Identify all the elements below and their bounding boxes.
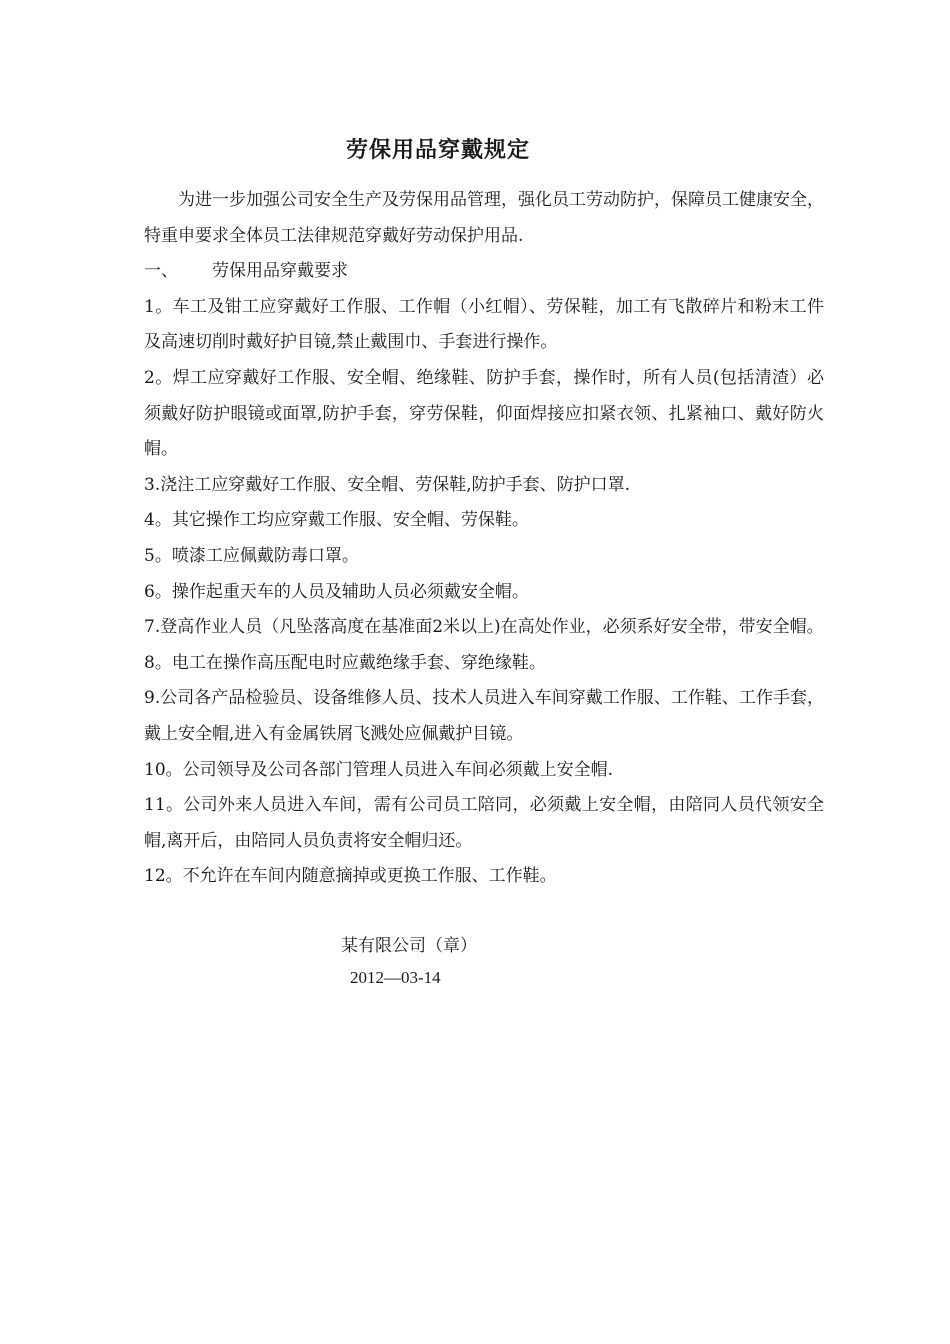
document-body [144,183,824,895]
section-number: 一、 [144,261,178,282]
rule-item-5: 5。喷漆工应佩戴防毒口罩。 [144,545,359,566]
rule-item-11: 11。公司外来人员进入车间，需有公司员工陪同，必须戴上安全帽，由陪同人员代领安全帽,离开后，由陪同人员负责将安全帽归还。 [144,795,824,851]
rule-item-7: 7.登高作业人员（凡坠落高度在基准面2米以上)在高处作业，必须系好安全带，带安全帽。 [144,617,824,638]
rule-item-12: 12。不允许在车间内随意摘掉或更换工作服、工作鞋。 [144,866,557,887]
rule-item-10: 10。公司领导及公司各部门管理人员进入车间必须戴上安全帽. [144,759,614,780]
rule-item-9: 9.公司各产品检验员、设备维修人员、技术人员进入车间穿戴工作服、工作鞋、工作手套，戴上安全帽,进入有金属铁屑飞溅处应佩戴护目镜。 [144,688,824,744]
signature-date: 2012—03-14 [350,968,441,987]
rule-item-8: 8。电工在操作高压配电时应戴绝缘手套、穿绝缘鞋。 [144,652,546,673]
signature-company: 某有限公司（章） [341,936,477,956]
section-heading [144,254,824,290]
rule-item-1: 1。车工及钳工应穿戴好工作服、工作帽（小红帽）、劳保鞋，加工有飞散碎片和粉末工件及高速切削时戴好护目镜,禁止戴围巾、手套进行操作。 [144,296,824,353]
section-title: 劳保用品穿戴要求 [212,261,348,282]
rule-item-4: 4。其它操作工均应穿戴工作服、安全帽、劳保鞋。 [144,510,529,531]
rule-item-3: 3.浇注工应穿戴好工作服、安全帽、劳保鞋,防护手套、防护口罩. [144,474,631,495]
intro-paragraph: 为进一步加强公司安全生产及劳保用品管理，强化员工劳动防护，保障员工健康安全，特重申要求全体员工法律规范穿戴好劳动保护用品. [144,190,824,246]
rule-item-2: 2。焊工应穿戴好工作服、安全帽、绝缘鞋、防护手套，操作时，所有人员(包括清渣）必须戴好防护眼镜或面罩,防护手套，穿劳保鞋，仰面焊接应扣紧衣领、扎紧袖口、戴好防火帽。 [144,367,824,460]
rule-item-6: 6。操作起重天车的人员及辅助人员必须戴安全帽。 [144,581,529,602]
document-title: 劳保用品穿戴规定 [345,138,530,163]
